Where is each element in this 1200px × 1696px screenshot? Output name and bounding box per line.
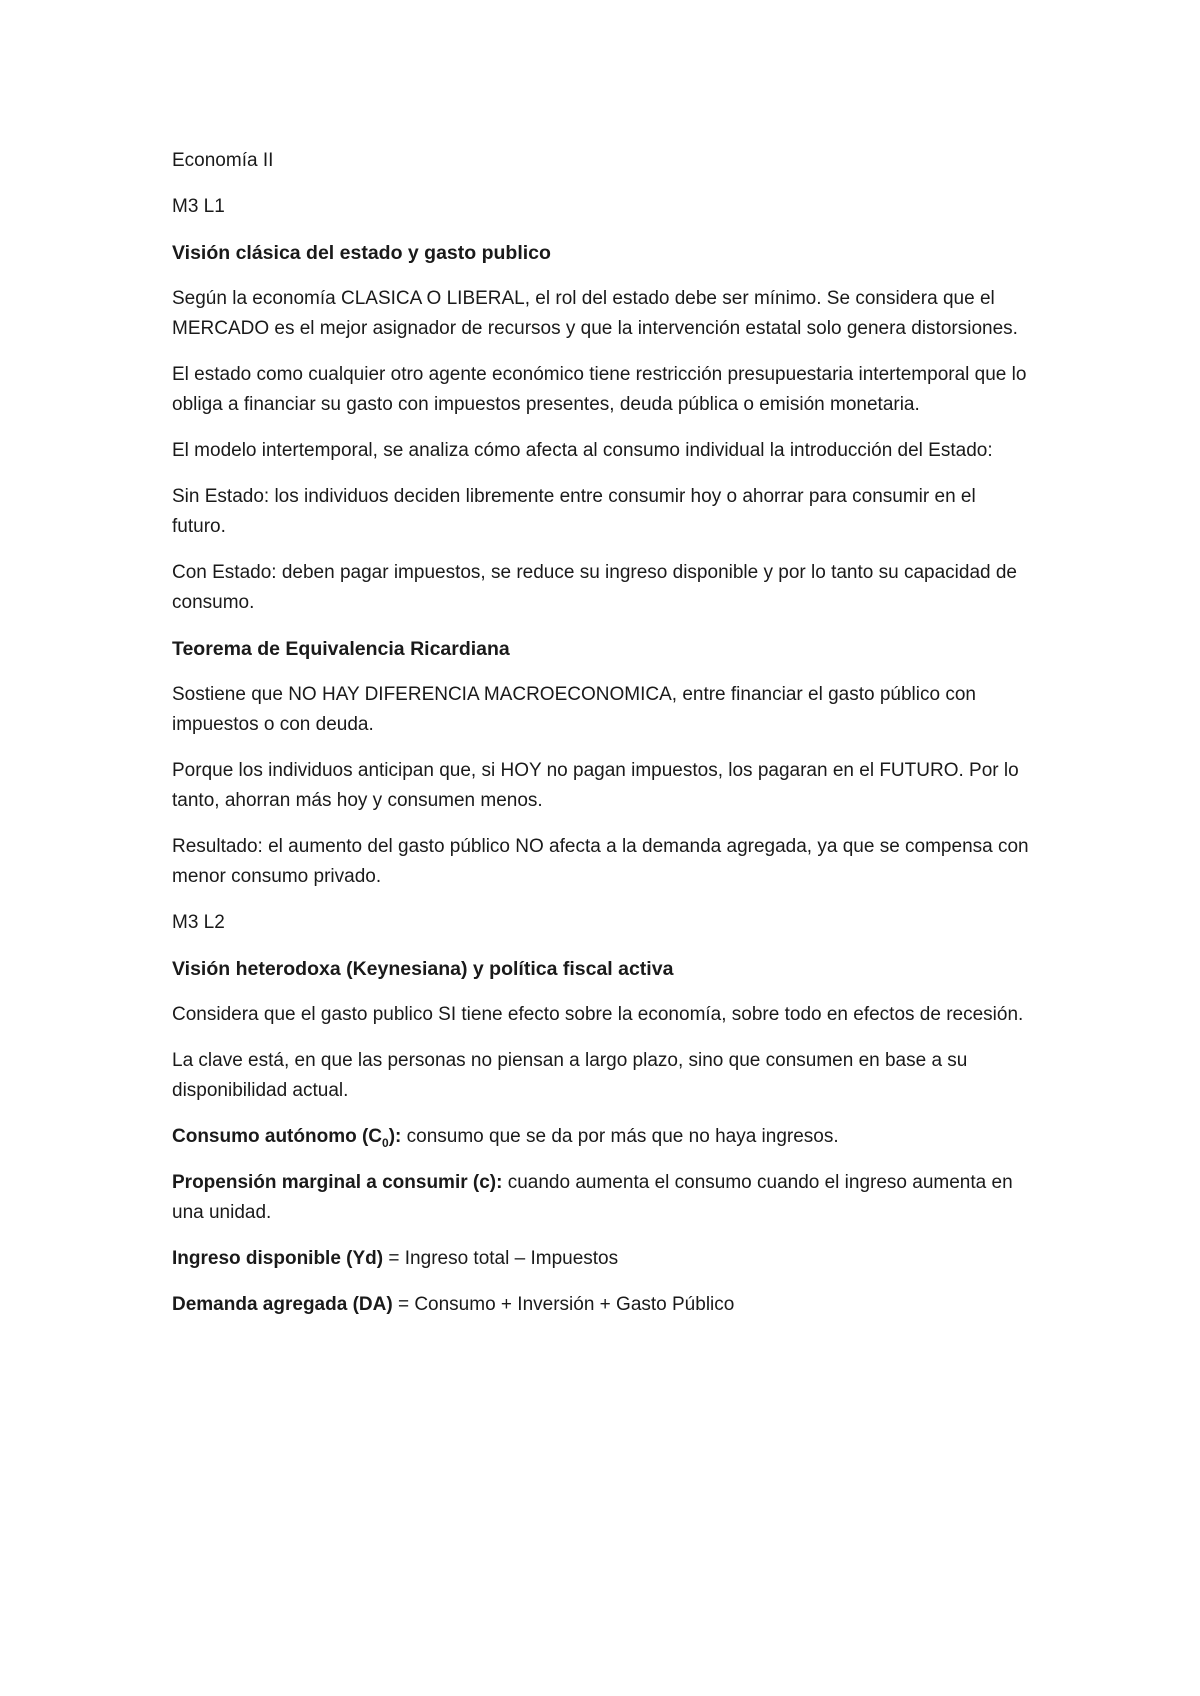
paragraph-anticipation: Porque los individuos anticipan que, si HOY no pagan impuestos, los pagaran en el FUTURO. Por lo tanto, ahorran más hoy y consumen menos.	[172, 760, 1019, 811]
course-title: Economía II	[172, 150, 274, 171]
definition-term: Consumo autónomo (C	[172, 1126, 383, 1147]
heading-heterodox-view: Visión heterodoxa (Keynesiana) y política fiscal activa	[172, 958, 674, 980]
paragraph-with-state: Con Estado: deben pagar impuestos, se reduce su ingreso disponible y por lo tanto su capacidad de consumo.	[172, 562, 1017, 613]
heading-classical-view: Visión clásica del estado y gasto publico	[172, 242, 551, 264]
definition-term: Demanda agregada (DA)	[172, 1294, 393, 1315]
definition-text: = Ingreso total – Impuestos	[383, 1248, 619, 1269]
definition-term: Propensión marginal a consumir (c):	[172, 1172, 503, 1193]
definition-marginal-propensity	[172, 1168, 1032, 1228]
definition-term-subscript: 0	[382, 1135, 389, 1150]
paragraph-budget-constraint: El estado como cualquier otro agente económico tiene restricción presupuestaria intertemporal que lo obliga a financiar su gasto con impuestos presentes, deuda pública o emisión monetaria.	[172, 364, 1027, 415]
definition-text: consumo que se da por más que no haya ingresos.	[401, 1126, 839, 1147]
definition-disposable-income	[172, 1244, 1032, 1274]
definition-autonomous-consumption	[172, 1122, 1032, 1152]
definition-aggregate-demand	[172, 1290, 1032, 1320]
paragraph-intertemporal-model: El modelo intertemporal, se analiza cómo afecta al consumo individual la introducción del Estado:	[172, 440, 993, 461]
definition-text: = Consumo + Inversión + Gasto Público	[392, 1294, 735, 1315]
heading-ricardian-equivalence: Teorema de Equivalencia Ricardiana	[172, 638, 510, 660]
definition-text: cuando aumenta el consumo cuando el ingreso aumenta en una unidad.	[172, 1172, 1013, 1223]
document-body	[172, 146, 1032, 1336]
paragraph-key-point: La clave está, en que las personas no piensan a largo plazo, sino que consumen en base a su disponibilidad actual.	[172, 1050, 968, 1101]
definition-term: Ingreso disponible (Yd)	[172, 1248, 384, 1269]
paragraph-result: Resultado: el aumento del gasto público NO afecta a la demanda agregada, ya que se compensa con menor consumo privado.	[172, 836, 1029, 887]
paragraph-classical-liberal: Según la economía CLASICA O LIBERAL, el rol del estado debe ser mínimo. Se considera que el MERCADO es el mejor asignador de recursos y que la intervención estatal solo genera distorsiones.	[172, 288, 1018, 339]
paragraph-without-state: Sin Estado: los individuos deciden libremente entre consumir hoy o ahorrar para consumir en el futuro.	[172, 486, 976, 537]
paragraph-no-difference: Sostiene que NO HAY DIFERENCIA MACROECONOMICA, entre financiar el gasto público con impuestos o con deuda.	[172, 684, 976, 735]
paragraph-public-spending-effect: Considera que el gasto publico SI tiene efecto sobre la economía, sobre todo en efectos de recesión.	[172, 1004, 1024, 1025]
definition-term-end: ):	[388, 1126, 402, 1147]
module-label-m3l2: M3 L2	[172, 912, 225, 933]
module-label-m3l1: M3 L1	[172, 196, 225, 217]
